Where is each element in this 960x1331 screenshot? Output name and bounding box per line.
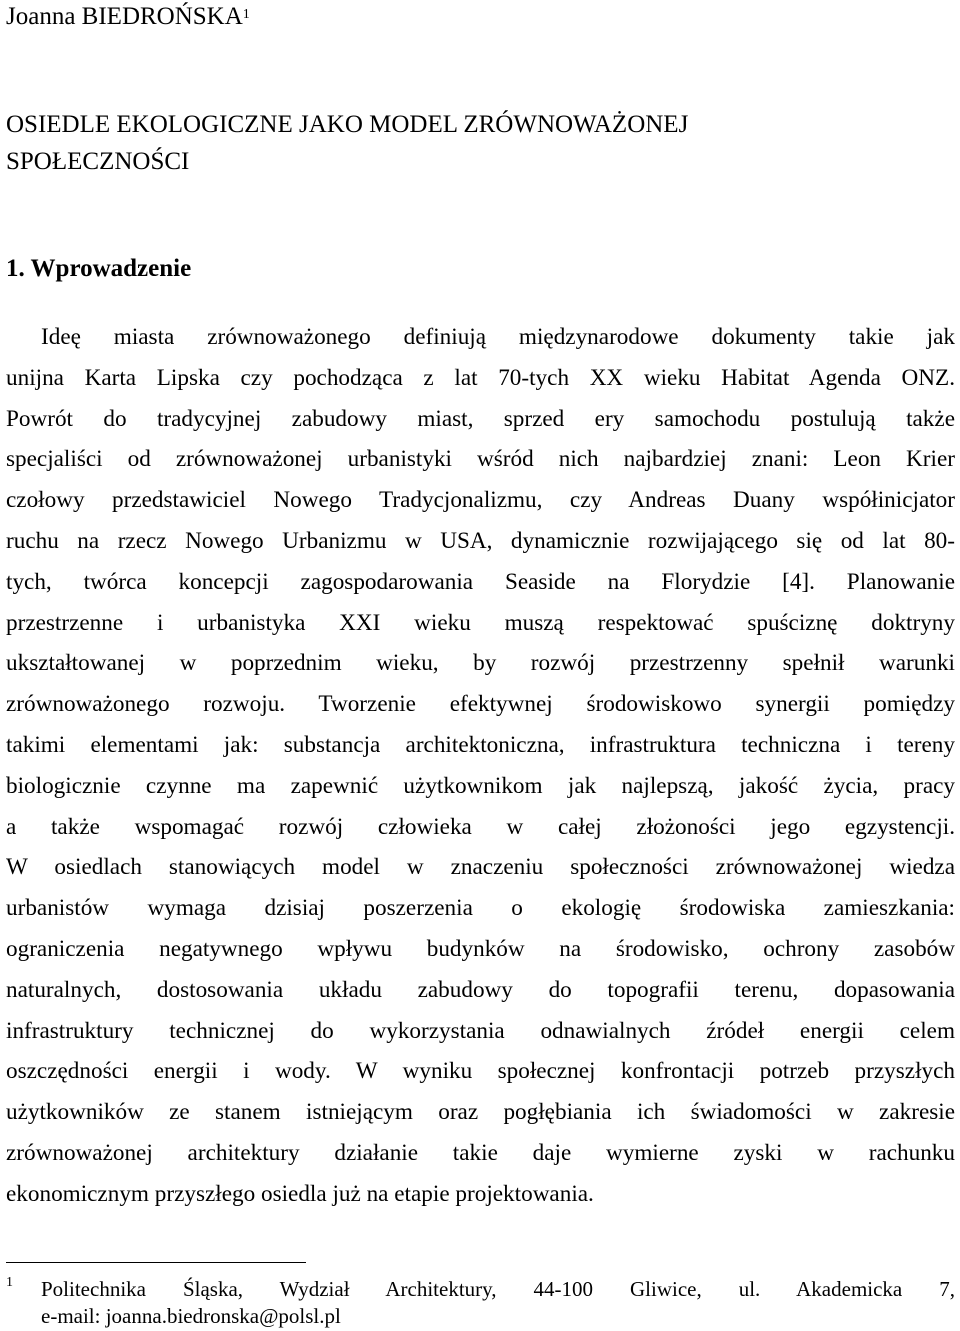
body-line: takimi elementami jak: substancja architektoniczna, infrastruktura techniczna i tereny [6, 731, 955, 758]
body-line: użytkowników ze stanem istniejącym oraz pogłębiania ich świadomości w zakresie [6, 1099, 955, 1126]
body-line: ograniczenia negatywnego wpływu budynków na środowisko, ochrony zasobów [6, 935, 955, 962]
body-line: Ideę miasta zrównoważonego definiują międzynarodowe dokumenty takie jak [41, 324, 955, 350]
body-line: unijna Karta Lipska czy pochodząca z lat 70-tych XX wieku Habitat Agenda ONZ. [6, 364, 955, 391]
footnote-mark: 1 [6, 1275, 13, 1290]
author-footnote-ref[interactable]: 1 [242, 7, 250, 22]
body-line: ukształtowanej w poprzednim wieku, by rozwój przestrzenny spełnił warunki [6, 650, 955, 677]
body-paragraph [6, 317, 955, 1215]
body-line: ekonomicznym przyszłego osiedla już na etapie projektowania. [6, 1180, 594, 1207]
body-line: specjaliści od zrównoważonej urbanistyki wśród nich najbardziej znani: Leon Krier [6, 446, 955, 473]
paper-title-line: OSIEDLE EKOLOGICZNE JAKO MODEL ZRÓWNOWAŻONEJ [6, 111, 689, 138]
body-line: biologicznie czynne ma zapewnić użytkownikom jak najlepszą, jakość życia, pracy [6, 772, 955, 799]
body-line: zrównoważonego rozwoju. Tworzenie efektywnej środowiskowo synergii pomiędzy [6, 691, 955, 718]
footnote-affiliation: Politechnika Śląska, Wydział Architektury, 44-100 Gliwice, ul. Akademicka 7, [41, 1277, 955, 1301]
footnote-separator [6, 1262, 306, 1263]
body-line: zrównoważonej architektury działanie takie daje wymierne zyski w rachunku [6, 1139, 955, 1166]
body-line: W osiedlach stanowiących model w znaczeniu społeczności zrównoważonej wiedza [6, 854, 955, 881]
body-line: czołowy przedstawiciel Nowego Tradycjonalizmu, czy Andreas Duany współinicjator [6, 487, 955, 514]
footnote [6, 1276, 955, 1330]
body-line: a także wspomagać rozwój człowieka w całej złożoności jego egzystencji. [6, 813, 955, 840]
author-name-text: Joanna BIEDROŃSKA [6, 3, 243, 30]
body-line: Powrót do tradycyjnej zabudowy miast, sprzed ery samochodu postulują także [6, 405, 955, 432]
body-line: przestrzenne i urbanistyka XXI wieku muszą respektować spuściznę doktryny [6, 609, 955, 636]
body-line: naturalnych, dostosowania układu zabudowy do topografii terenu, dopasowania [6, 976, 955, 1003]
body-line: ruchu na rzecz Nowego Urbanizmu w USA, dynamicznie rozwijającego się od lat 80- [6, 527, 955, 554]
paper-title-line: SPOŁECZNOŚCI [6, 148, 190, 175]
author-name [6, 2, 250, 32]
body-line: infrastruktury technicznej do wykorzystania odnawialnych źródeł energii celem [6, 1017, 955, 1044]
body-line: urbanistów wymaga dzisiaj poszerzenia o ekologię środowiska zamieszkania: [6, 895, 955, 922]
paper-title [6, 106, 946, 180]
section-heading: 1. Wprowadzenie [6, 255, 192, 282]
footnote-email[interactable]: e-mail: joanna.biedronska@polsl.pl [41, 1304, 341, 1328]
body-line: oszczędności energii i wody. W wyniku społecznej konfrontacji potrzeb przyszłych [6, 1058, 955, 1085]
body-line: tych, twórca koncepcji zagospodarowania Seaside na Florydzie [4]. Planowanie [6, 568, 955, 595]
